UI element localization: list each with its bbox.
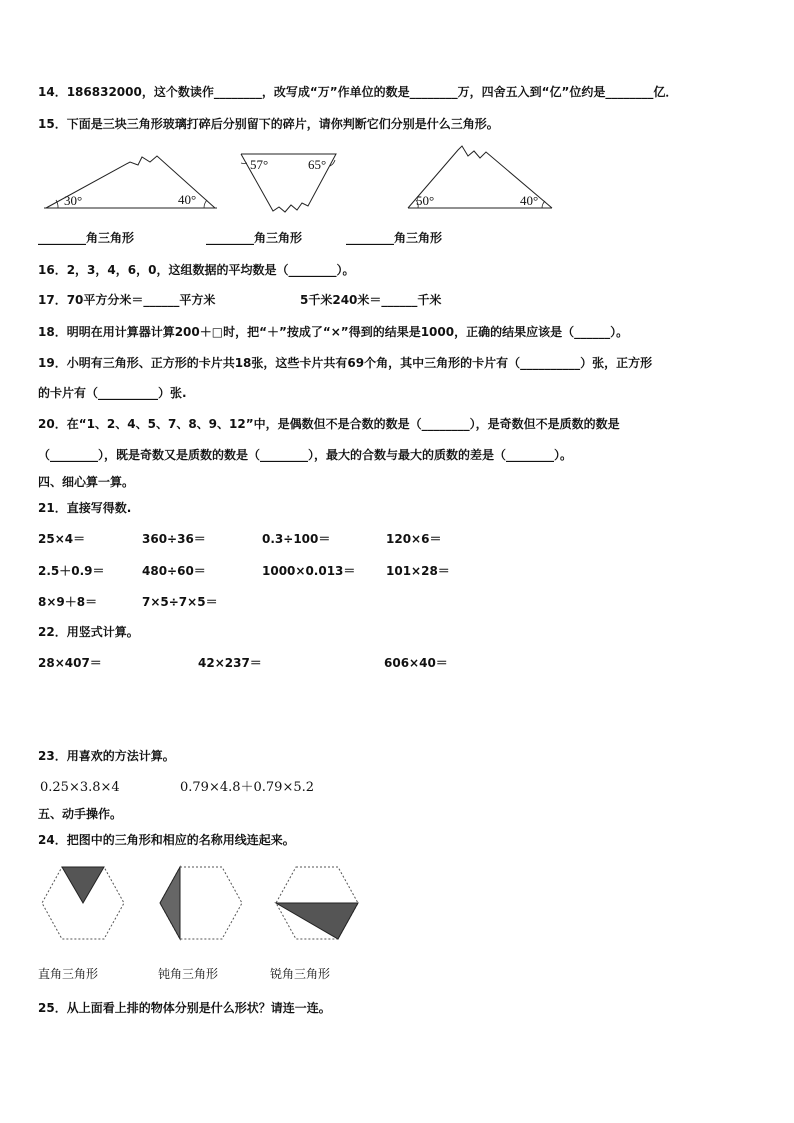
- q24-label-obtuse: 钝角三角形: [158, 967, 219, 981]
- tri3-angle-a: 50°: [416, 193, 435, 208]
- question-15: 15．下面是三块三角形玻璃打碎后分别留下的碎片，请你判断它们分别是什么三角形。: [38, 117, 499, 131]
- question-17a: 17．70平方分米＝______平方米: [38, 293, 216, 307]
- q21-r1-c3: 0.3÷100＝: [262, 532, 331, 546]
- question-22-title: 22．用竖式计算。: [38, 625, 139, 639]
- question-19-line1: 19．小明有三角形、正方形的卡片共18张，这些卡片共有69个角，其中三角形的卡片有（__________）张，正方形: [38, 356, 653, 370]
- question-21-title: 21．直接写得数.: [38, 501, 132, 515]
- tri3-angle-b: 40°: [520, 193, 539, 208]
- question-23-title: 23．用喜欢的方法计算。: [38, 749, 175, 763]
- q15-answer-1: ________角三角形: [38, 231, 135, 245]
- tri2-angle-a: 57°: [250, 157, 269, 172]
- tri1-angle-b: 40°: [178, 192, 197, 207]
- question-14: 14．186832000，这个数读作________，改写成“万”作单位的数是________万，四舍五入到“亿”位约是________亿．: [38, 85, 678, 99]
- q24-label-acute: 锐角三角形: [270, 967, 331, 981]
- section-4-heading: 四、细心算一算。: [38, 475, 135, 489]
- q21-r2-c4: 101×28＝: [386, 564, 450, 578]
- q21-r3-c2: 7×5÷7×5＝: [142, 595, 218, 609]
- q21-r2-c1: 2.5＋0.9＝: [38, 564, 105, 578]
- q21-r2-c2: 480÷60＝: [142, 564, 206, 578]
- q21-r1-c2: 360÷36＝: [142, 532, 206, 546]
- question-16: 16．2，3，4，6，0，这组数据的平均数是（________）。: [38, 263, 355, 277]
- question-19-line2: 的卡片有（__________）张.: [38, 386, 187, 400]
- q24-label-right: 直角三角形: [38, 967, 99, 981]
- q21-r1-c1: 25×4＝: [38, 532, 86, 546]
- q15-answer-2: ________角三角形: [206, 231, 303, 245]
- q22-item-2: 42×237＝: [198, 656, 262, 670]
- q15-answer-3: ________角三角形: [346, 231, 443, 245]
- section-5-heading: 五、动手操作。: [38, 807, 123, 821]
- q23-item-1: 0.25×3.8×4: [40, 780, 120, 795]
- tri1-angle-a: 30°: [64, 193, 83, 208]
- q22-item-1: 28×407＝: [38, 656, 102, 670]
- q21-r2-c3: 1000×0.013＝: [262, 564, 356, 578]
- question-20-line1: 20．在“1、2、4、5、7、8、9、12”中，是偶数但不是合数的数是（________），是奇数但不是质数的数是: [38, 417, 620, 431]
- tri2-angle-b: 65°: [308, 157, 327, 172]
- question-20-line2: （________），既是奇数又是质数的数是（________），最大的合数与最大的质数的差是（________）。: [38, 448, 573, 462]
- q21-r3-c1: 8×9＋8＝: [38, 595, 98, 609]
- question-25: 25．从上面看上排的物体分别是什么形状？请连一连。: [38, 1001, 331, 1015]
- q21-r1-c4: 120×6＝: [386, 532, 442, 546]
- q22-item-3: 606×40＝: [384, 656, 448, 670]
- q23-item-2: 0.79×4.8＋0.79×5.2: [180, 780, 315, 795]
- question-17b: 5千米240米＝______千米: [300, 293, 442, 307]
- question-24-title: 24．把图中的三角形和相应的名称用线连起来。: [38, 833, 295, 847]
- question-18: 18．明明在用计算器计算200＋□时，把“＋”按成了“×”得到的结果是1000，正确的结果应该是（______）。: [38, 325, 629, 339]
